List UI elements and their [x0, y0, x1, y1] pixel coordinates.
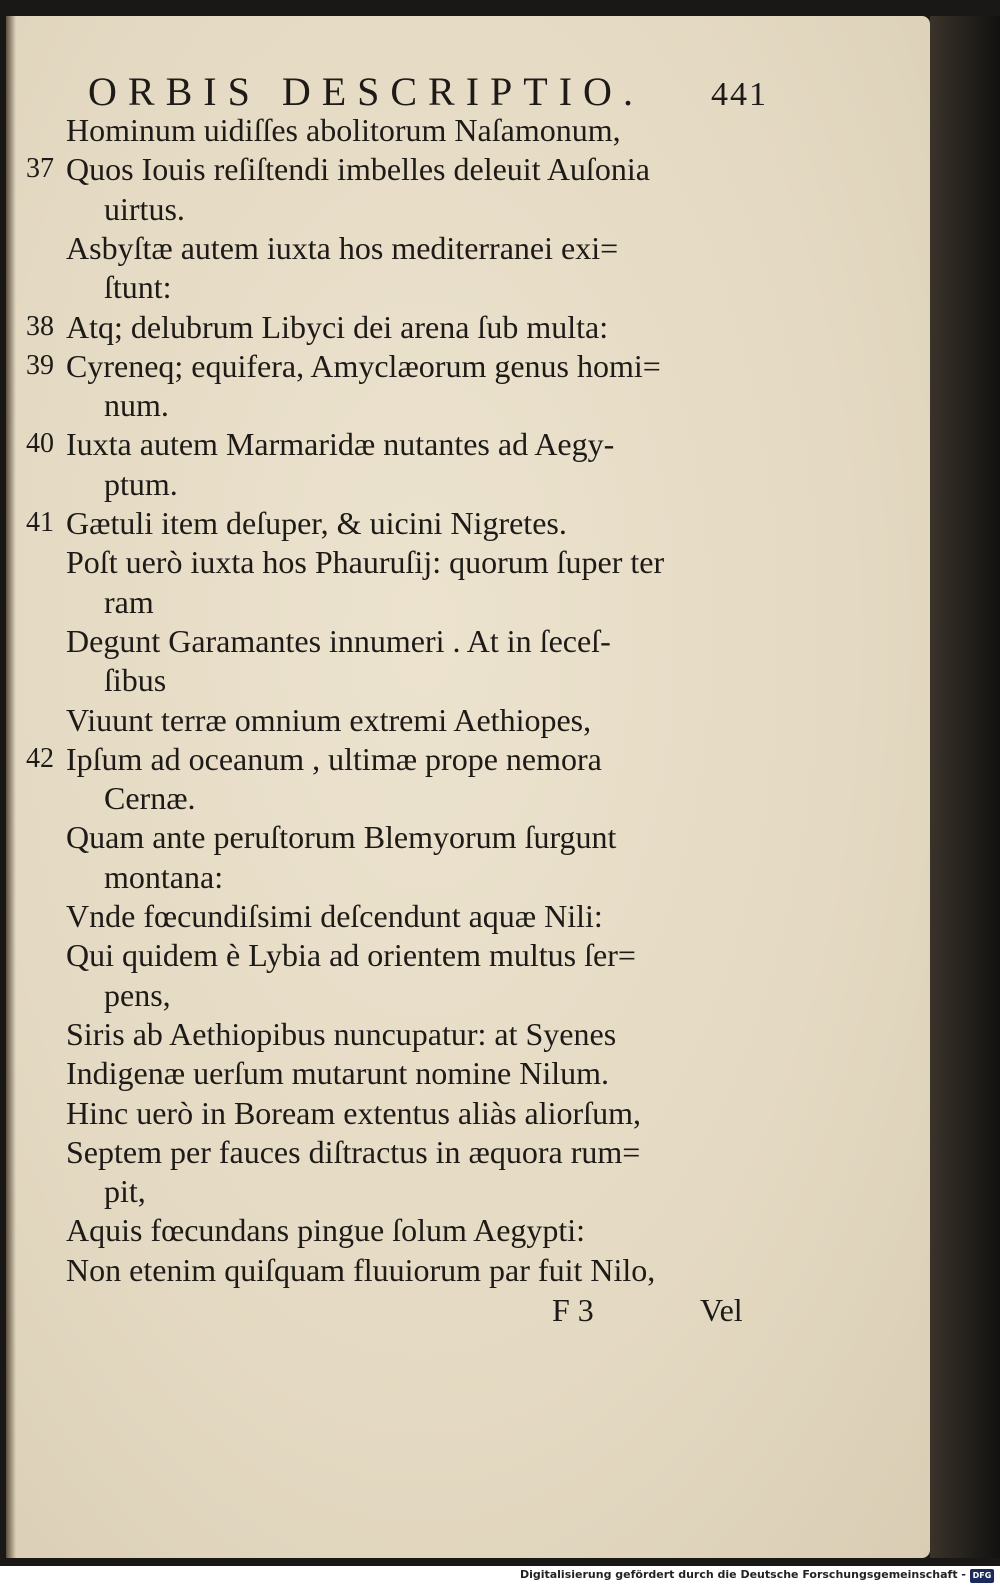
verse-number: 37	[26, 153, 54, 185]
book-gutter	[930, 16, 1000, 1558]
text-line: uirtus.	[104, 190, 185, 227]
text-line: ram	[104, 583, 154, 620]
text-line: Cyreneq; equifera, Amyclæorum genus homi=	[66, 347, 661, 384]
text-line: Ipſum ad oceanum , ultimæ prope nemora	[66, 740, 602, 777]
text-line: Vnde fœcundiſsimi deſcendunt aquæ Nili:	[66, 898, 603, 934]
text-line: Qui quidem è Lybia ad orientem multus ſer=	[66, 937, 636, 974]
text-line: Degunt Garamantes innumeri . At in ſeceſ-	[66, 622, 611, 659]
text-line: Atq; delubrum Libyci dei arena ſub multa:	[66, 308, 609, 345]
running-head: ORBIS DESCRIPTIO.	[88, 69, 644, 114]
text-line: Hinc uerò in Boream extentus aliàs aliorſum,	[66, 1094, 641, 1131]
text-line: Quam ante peruſtorum Blemyorum ſurgunt	[66, 819, 617, 856]
verse-number: 38	[26, 310, 54, 342]
text-line: pit,	[104, 1173, 146, 1210]
text-line: Indigenæ uerſum mutarunt nomine Nilum.	[66, 1055, 610, 1092]
text-line: Aquis fœcundans pingue ſolum Aegypti:	[66, 1212, 586, 1249]
page-edge-shadow	[6, 16, 16, 1558]
text-line: Cernæ.	[104, 780, 196, 817]
text-line: Viuunt terræ omnium extremi Aethiopes,	[66, 701, 592, 738]
text-line: ſtunt:	[104, 269, 172, 306]
text-line: Quos Iouis reſiſtendi imbelles deleuit Auſonia	[66, 151, 650, 188]
banner-text: Digitalisierung gefördert durch die Deutsche Forschungsgemeinschaft -	[519, 1568, 966, 1581]
catchword: Vel	[700, 1292, 743, 1328]
text-line: Gætuli item deſuper, & uicini Nigretes.	[66, 505, 567, 541]
text-line: Septem per fauces diſtractus in æquora rum=	[66, 1133, 641, 1170]
page-number: 441	[711, 76, 768, 113]
text-line: Poſt uerò iuxta hos Phauruſij: quorum ſuper ter	[66, 544, 665, 581]
text-line: Hominum uidiſſes abolitorum Naſamonum,	[66, 112, 621, 148]
text-line: montana:	[104, 858, 224, 895]
verse-number: 41	[26, 507, 54, 538]
text-line: Siris ab Aethiopibus nuncupatur: at Syenes	[66, 1015, 617, 1052]
text-line: pens,	[104, 976, 171, 1013]
text-line: ptum.	[104, 465, 178, 502]
verse-number: 39	[26, 349, 54, 381]
dfg-logo-icon: DFG	[970, 1569, 994, 1583]
text-line: Asbyſtæ autem iuxta hos mediterranei exi=	[66, 229, 619, 266]
text-line: num.	[104, 387, 169, 424]
page-header	[88, 68, 768, 115]
text-line: Non etenim quiſquam fluuiorum par fuit Nilo,	[66, 1251, 656, 1288]
signature-mark: F 3	[552, 1292, 594, 1328]
verse-number: 42	[26, 742, 54, 774]
text-line: Iuxta autem Marmaridæ nutantes ad Aegy-	[66, 426, 615, 463]
text-line: ſibus	[104, 662, 167, 699]
verse-number: 40	[26, 428, 54, 460]
digitization-banner	[0, 1566, 1000, 1588]
